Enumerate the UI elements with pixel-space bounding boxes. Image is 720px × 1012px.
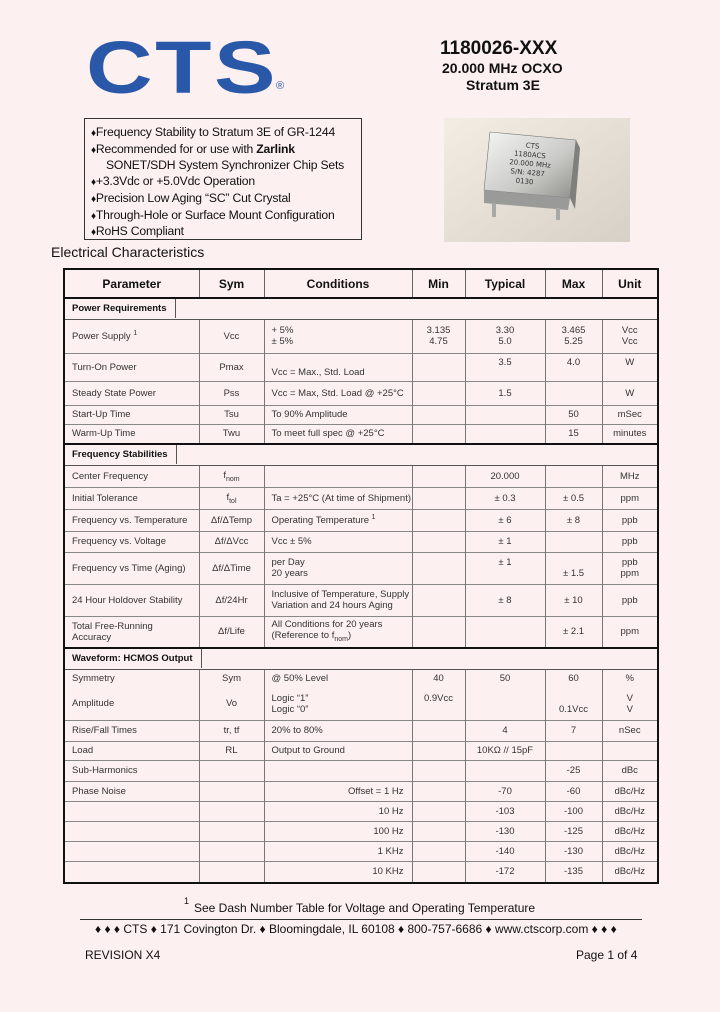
sym-cell: Twu (199, 424, 264, 444)
typ-cell (465, 760, 545, 781)
table-header-row (64, 269, 658, 298)
oscillator-pin (556, 208, 560, 220)
max-cell: -25 (545, 760, 602, 781)
unit-cell: dBc/Hz (602, 861, 658, 883)
typ-cell (465, 688, 545, 720)
section-power-requirements: Power Requirements (72, 299, 176, 318)
typ-cell: 1.5 (465, 381, 545, 405)
sym-cell: Vo (199, 688, 264, 720)
param-cell: Start-Up Time (64, 405, 199, 424)
param-cell: Turn-On Power (64, 353, 199, 381)
max-cell: -125 (545, 821, 602, 841)
registered-mark: ® (276, 80, 285, 92)
param-cell: Center Frequency (64, 465, 199, 487)
feature-text: RoHS Compliant (95, 224, 184, 239)
table-row (64, 319, 658, 353)
sym-cell: tr, tf (199, 720, 264, 741)
table-row (64, 841, 658, 861)
max-cell (545, 465, 602, 487)
header-typical: Typical (465, 269, 545, 298)
table-row (64, 381, 658, 405)
cond-cell (264, 465, 412, 487)
unit-cell: dBc/Hz (602, 801, 658, 821)
sym-cell (199, 861, 264, 883)
part-number: 1180026-XXX (440, 38, 558, 59)
table-row (64, 821, 658, 841)
max-cell: ± 2.1 (545, 616, 602, 648)
sym-cell (199, 781, 264, 801)
typ-cell: ± 8 (465, 584, 545, 616)
param-cell (64, 821, 199, 841)
min-cell (412, 353, 465, 381)
bullet-icon: ♦ (91, 210, 96, 222)
cts-logo (86, 36, 291, 96)
section-cell (64, 444, 658, 465)
unit-cell: W (602, 353, 658, 381)
footnote: See Dash Number Table for Voltage and Operating Temperature (194, 901, 536, 915)
typ-cell (465, 424, 545, 444)
cond-cell: per Day 20 years (264, 552, 412, 584)
table-row (64, 741, 658, 760)
feature-item (91, 174, 361, 191)
max-cell (545, 741, 602, 760)
cond-cell: All Conditions for 20 years (Reference to $f_{nom}$) (264, 616, 412, 648)
header-sym: Sym (199, 269, 264, 298)
unit-cell: dBc (602, 760, 658, 781)
cond-cell: Inclusive of Temperature, Supply Variation and 24 hours Aging (264, 584, 412, 616)
min-cell (412, 487, 465, 509)
max-cell: ± 10 (545, 584, 602, 616)
sym-cell: Δf/ΔTemp (199, 509, 264, 531)
min-cell (412, 801, 465, 821)
typ-cell: -103 (465, 801, 545, 821)
section-row (64, 444, 658, 465)
sym-cell: Pmax (199, 353, 264, 381)
offset-cell: 10 KHz (264, 861, 412, 883)
max-cell: ± 8 (545, 509, 602, 531)
table-row (64, 405, 658, 424)
typ-cell: 10KΩ // 15pF (465, 741, 545, 760)
max-cell (545, 531, 602, 552)
sym-cell: Δf/24Hr (199, 584, 264, 616)
unit-cell: dBc/Hz (602, 821, 658, 841)
min-cell (412, 841, 465, 861)
param-cell: Total Free-Running Accuracy (64, 616, 199, 648)
label-line-1: CTS (525, 141, 540, 151)
typ-cell: ± 1 (465, 552, 545, 584)
param-cell: Load (64, 741, 199, 760)
table-row (64, 688, 658, 720)
table-row (64, 353, 658, 381)
param-cell: Sub-Harmonics (64, 760, 199, 781)
typ-cell: -130 (465, 821, 545, 841)
max-cell: -60 (545, 781, 602, 801)
max-cell: ± 1.5 (545, 552, 602, 584)
cond-cell: To meet full spec @ +25°C (264, 424, 412, 444)
bullet-icon: ♦ (91, 193, 96, 205)
param-cell (64, 801, 199, 821)
features-box (84, 118, 362, 240)
table-row (64, 487, 658, 509)
product-stratum-title: Stratum 3E (466, 77, 540, 93)
max-cell: -135 (545, 861, 602, 883)
sym-cell: Δf/Life (199, 616, 264, 648)
typ-cell: 50 (465, 669, 545, 688)
unit-cell: ppm (602, 487, 658, 509)
min-cell (412, 861, 465, 883)
table-row (64, 465, 658, 487)
min-cell (412, 781, 465, 801)
table-row (64, 720, 658, 741)
unit-cell: ppm (602, 616, 658, 648)
unit-cell: V V (602, 688, 658, 720)
section-row (64, 298, 658, 319)
min-cell: 0.9Vcc (412, 688, 465, 720)
table-row (64, 552, 658, 584)
param-cell: Symmetry (64, 669, 199, 688)
param-cell: Power Supply $^1$ (64, 319, 199, 353)
sym-cell (199, 801, 264, 821)
header-min: Min (412, 269, 465, 298)
header-unit: Unit (602, 269, 658, 298)
unit-cell: Vcc Vcc (602, 319, 658, 353)
min-cell (412, 616, 465, 648)
footer-divider (80, 919, 642, 920)
table-row (64, 531, 658, 552)
sym-cell: $f_{tol}$ (199, 487, 264, 509)
section-cell (64, 298, 658, 319)
sym-cell: Sym (199, 669, 264, 688)
cond-cell: To 90% Amplitude (264, 405, 412, 424)
max-cell: 3.465 5.25 (545, 319, 602, 353)
cond-cell: Vcc = Max., Std. Load (264, 353, 412, 381)
max-cell: -100 (545, 801, 602, 821)
feature-text: Frequency Stability to Stratum 3E of GR-1244 (95, 125, 336, 139)
param-cell: Initial Tolerance (64, 487, 199, 509)
unit-cell: ppb (602, 531, 658, 552)
param-cell: Frequency vs. Voltage (64, 531, 199, 552)
cond-cell: Output to Ground (264, 741, 412, 760)
unit-cell: MHz (602, 465, 658, 487)
param-cell: Phase Noise (64, 781, 199, 801)
param-cell (64, 861, 199, 883)
product-photo (444, 118, 630, 242)
cond-cell (264, 760, 412, 781)
cts-logo-text: CTS (86, 36, 278, 96)
sym-cell: $f_{nom}$ (199, 465, 264, 487)
min-cell (412, 741, 465, 760)
unit-cell: nSec (602, 720, 658, 741)
feature-item (91, 125, 361, 142)
feature-text: SONET/SDH System Synchronizer Chip Sets (106, 158, 345, 173)
table-row (64, 781, 658, 801)
min-cell (412, 509, 465, 531)
param-cell: Frequency vs. Temperature (64, 509, 199, 531)
offset-cell: Offset = 1 Hz (264, 781, 412, 801)
min-cell (412, 552, 465, 584)
unit-cell: dBc/Hz (602, 781, 658, 801)
min-cell (412, 405, 465, 424)
feature-item (91, 158, 361, 174)
min-cell: 40 (412, 669, 465, 688)
min-cell (412, 821, 465, 841)
section-waveform: Waveform: HCMOS Output (72, 649, 202, 668)
unit-cell: ppb ppm (602, 552, 658, 584)
label-line-3: 20.000 MHz (508, 158, 552, 170)
min-cell (412, 760, 465, 781)
label-line-4: S/N: 4287 (510, 167, 546, 179)
page-number: Page 1 of 4 (576, 948, 638, 962)
min-cell (412, 720, 465, 741)
offset-cell: 1 KHz (264, 841, 412, 861)
section-title: Electrical Characteristics (51, 244, 205, 260)
typ-cell: ± 0.3 (465, 487, 545, 509)
min-cell: 3.135 4.75 (412, 319, 465, 353)
sym-cell (199, 821, 264, 841)
bullet-icon: ♦ (91, 144, 96, 156)
typ-cell: 4 (465, 720, 545, 741)
unit-cell (602, 741, 658, 760)
offset-cell: 10 Hz (264, 801, 412, 821)
max-cell: 7 (545, 720, 602, 741)
section-cell (64, 648, 658, 669)
typ-cell: ± 6 (465, 509, 545, 531)
table-row (64, 584, 658, 616)
sym-cell (199, 760, 264, 781)
typ-cell: -70 (465, 781, 545, 801)
section-row (64, 648, 658, 669)
typ-cell: ± 1 (465, 531, 545, 552)
param-cell: Warm-Up Time (64, 424, 199, 444)
cond-cell: Ta = +25°C (At time of Shipment) (264, 487, 412, 509)
unit-cell: ppb (602, 584, 658, 616)
min-cell (412, 584, 465, 616)
param-cell (64, 841, 199, 861)
cond-cell: 20% to 80% (264, 720, 412, 741)
sym-cell: Δf/ΔVcc (199, 531, 264, 552)
min-cell (412, 381, 465, 405)
table-row (64, 616, 658, 648)
sym-cell: Tsu (199, 405, 264, 424)
revision-label: REVISION X4 (85, 948, 161, 962)
sym-cell: Δf/ΔTime (199, 552, 264, 584)
offset-cell: 100 Hz (264, 821, 412, 841)
label-line-2: 1180ACS (513, 149, 547, 161)
feature-item (91, 224, 361, 241)
max-cell: 15 (545, 424, 602, 444)
header-max: Max (545, 269, 602, 298)
header-conditions: Conditions (264, 269, 412, 298)
cond-cell: + 5% ± 5% (264, 319, 412, 353)
table-row (64, 801, 658, 821)
param-cell: Amplitude (64, 688, 199, 720)
bullet-icon: ♦ (91, 177, 96, 189)
max-cell: ± 0.5 (545, 487, 602, 509)
typ-cell (465, 405, 545, 424)
header-parameter: Parameter (64, 269, 199, 298)
feature-text: +3.3Vdc or +5.0Vdc Operation (95, 174, 255, 189)
cond-cell: Vcc ± 5% (264, 531, 412, 552)
table-row (64, 509, 658, 531)
table-row (64, 669, 658, 688)
feature-item (91, 191, 361, 208)
feature-text: Recommended for or use with (95, 141, 254, 156)
typ-cell (465, 616, 545, 648)
oscillator-pin (492, 203, 496, 217)
footnote-marker: 1 (184, 896, 190, 906)
cond-cell: Logic “1” Logic “0” (264, 688, 412, 720)
typ-cell: -140 (465, 841, 545, 861)
table-row (64, 861, 658, 883)
param-cell: Frequency vs Time (Aging) (64, 552, 199, 584)
spec-table (63, 268, 659, 884)
bullet-icon: ♦ (91, 128, 96, 139)
label-line-5: 0130 (515, 176, 534, 187)
cond-cell: Operating Temperature $^1$ (264, 509, 412, 531)
max-cell: 4.0 (545, 353, 602, 381)
param-cell: Rise/Fall Times (64, 720, 199, 741)
param-cell: Steady State Power (64, 381, 199, 405)
unit-cell: W (602, 381, 658, 405)
max-cell: -130 (545, 841, 602, 861)
sym-cell: Vcc (199, 319, 264, 353)
min-cell (412, 424, 465, 444)
max-cell: 0.1Vcc (545, 688, 602, 720)
typ-cell: 3.30 5.0 (465, 319, 545, 353)
product-frequency-title: 20.000 MHz OCXO (442, 60, 563, 76)
max-cell: 60 (545, 669, 602, 688)
feature-item (91, 142, 361, 159)
unit-cell: mSec (602, 405, 658, 424)
cond-cell: Vcc = Max, Std. Load @ +25°C (264, 381, 412, 405)
sym-cell (199, 841, 264, 861)
zarlink-brand: Zarlink (256, 141, 295, 156)
param-cell: 24 Hour Holdover Stability (64, 584, 199, 616)
cond-cell: @ 50% Level (264, 669, 412, 688)
typ-cell: 20.000 (465, 465, 545, 487)
max-cell: 50 (545, 405, 602, 424)
min-cell (412, 531, 465, 552)
table-row (64, 424, 658, 444)
section-frequency-stabilities: Frequency Stabilities (72, 445, 177, 464)
unit-cell: minutes (602, 424, 658, 444)
unit-cell: % (602, 669, 658, 688)
unit-cell: dBc/Hz (602, 841, 658, 861)
feature-text: Precision Low Aging “SC” Cut Crystal (95, 190, 291, 205)
feature-text: Through-Hole or Surface Mount Configuration (95, 207, 335, 222)
feature-item (91, 208, 361, 225)
contact-line: ♦ ♦ ♦ CTS ♦ 171 Covington Dr. ♦ Bloomingdale, IL 60108 ♦ 800-757-6686 ♦ www.ctscorp.com ♦ ♦ ♦ (95, 922, 617, 936)
typ-cell: 3.5 (465, 353, 545, 381)
sym-cell: Pss (199, 381, 264, 405)
bullet-icon: ♦ (91, 227, 96, 239)
max-cell (545, 381, 602, 405)
typ-cell: -172 (465, 861, 545, 883)
table-row (64, 760, 658, 781)
sym-cell: RL (199, 741, 264, 760)
unit-cell: ppb (602, 509, 658, 531)
min-cell (412, 465, 465, 487)
